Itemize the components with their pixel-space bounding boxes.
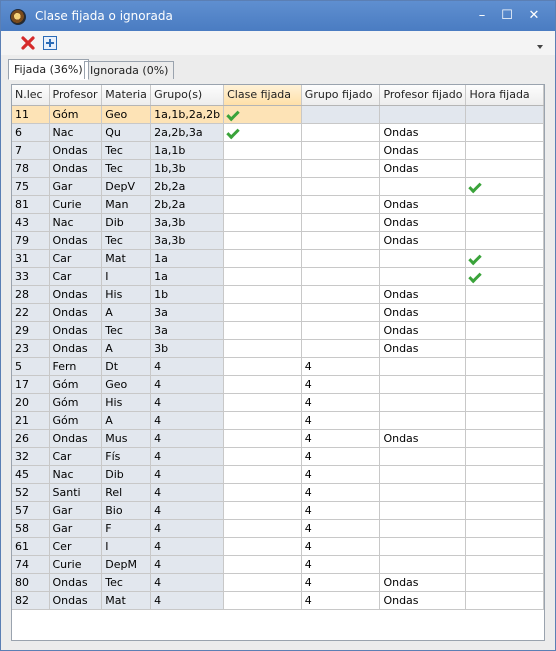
cell-grupo-fijado[interactable] xyxy=(301,105,380,123)
cell-profesor[interactable]: Góm xyxy=(49,105,102,123)
cell-hora-fijada[interactable] xyxy=(466,123,544,141)
cell-profesor[interactable]: Curie xyxy=(49,555,102,573)
cell-nlec[interactable]: 26 xyxy=(12,429,49,447)
cell-grupos[interactable]: 4 xyxy=(151,429,224,447)
column-header-profesor-fijado[interactable]: Profesor fijado xyxy=(380,85,466,105)
cell-grupo-fijado[interactable]: 4 xyxy=(301,573,380,591)
cell-clase-fijada[interactable] xyxy=(224,483,302,501)
cell-clase-fijada[interactable] xyxy=(224,339,302,357)
cell-profesor[interactable]: Car xyxy=(49,249,102,267)
cell-grupo-fijado[interactable] xyxy=(301,213,380,231)
table-row[interactable] xyxy=(12,357,544,375)
table-row[interactable] xyxy=(12,393,544,411)
table-row[interactable] xyxy=(12,195,544,213)
cell-materia[interactable]: Rel xyxy=(102,483,151,501)
cell-nlec[interactable]: 79 xyxy=(12,231,49,249)
cell-nlec[interactable]: 61 xyxy=(12,537,49,555)
cell-clase-fijada[interactable] xyxy=(224,285,302,303)
cell-materia[interactable]: I xyxy=(102,267,151,285)
table-row[interactable] xyxy=(12,591,544,609)
cell-profesor-fijado[interactable]: Ondas xyxy=(380,303,466,321)
cell-grupo-fijado[interactable]: 4 xyxy=(301,483,380,501)
cell-clase-fijada[interactable] xyxy=(224,447,302,465)
cell-nlec[interactable]: 33 xyxy=(12,267,49,285)
cell-clase-fijada[interactable] xyxy=(224,177,302,195)
cell-nlec[interactable]: 28 xyxy=(12,285,49,303)
cell-nlec[interactable]: 81 xyxy=(12,195,49,213)
cell-grupo-fijado[interactable] xyxy=(301,267,380,285)
cell-grupos[interactable]: 4 xyxy=(151,591,224,609)
close-icon[interactable]: ✕ xyxy=(528,8,540,23)
cell-nlec[interactable]: 75 xyxy=(12,177,49,195)
grid-header xyxy=(12,85,544,105)
cell-profesor-fijado[interactable]: Ondas xyxy=(380,429,466,447)
cell-clase-fijada[interactable] xyxy=(224,195,302,213)
table-row[interactable] xyxy=(12,177,544,195)
clock-app-icon[interactable] xyxy=(10,9,26,25)
cell-materia[interactable]: Bio xyxy=(102,501,151,519)
cell-profesor-fijado[interactable]: Ondas xyxy=(380,213,466,231)
cell-profesor-fijado[interactable] xyxy=(380,357,466,375)
table-row[interactable] xyxy=(12,465,544,483)
cell-hora-fijada[interactable] xyxy=(466,141,544,159)
cell-profesor[interactable]: Góm xyxy=(49,393,102,411)
table-row[interactable] xyxy=(12,285,544,303)
cell-clase-fijada[interactable] xyxy=(224,411,302,429)
cell-profesor-fijado[interactable]: Ondas xyxy=(380,573,466,591)
cell-materia[interactable]: Man xyxy=(102,195,151,213)
table-row[interactable] xyxy=(12,105,544,123)
cell-grupos[interactable]: 2b,2a xyxy=(151,195,224,213)
tab-strip xyxy=(1,57,555,81)
cell-grupos[interactable]: 4 xyxy=(151,411,224,429)
cell-profesor-fijado[interactable]: Ondas xyxy=(380,591,466,609)
column-header-grupos[interactable]: Grupo(s) xyxy=(151,85,224,105)
cell-nlec[interactable]: 23 xyxy=(12,339,49,357)
cell-materia[interactable]: Geo xyxy=(102,375,151,393)
cell-materia[interactable]: Geo xyxy=(102,105,151,123)
window-title: Clase fijada o ignorada xyxy=(35,9,173,23)
cell-grupo-fijado[interactable]: 4 xyxy=(301,411,380,429)
cell-profesor[interactable]: Car xyxy=(49,267,102,285)
cell-materia[interactable]: A xyxy=(102,411,151,429)
cell-grupo-fijado[interactable] xyxy=(301,159,380,177)
cell-profesor-fijado[interactable]: Ondas xyxy=(380,339,466,357)
cell-hora-fijada[interactable] xyxy=(466,501,544,519)
cell-profesor[interactable]: Góm xyxy=(49,375,102,393)
check-icon xyxy=(469,269,482,282)
cell-clase-fijada[interactable] xyxy=(224,537,302,555)
cell-materia[interactable]: Dib xyxy=(102,213,151,231)
cell-nlec[interactable]: 5 xyxy=(12,357,49,375)
cell-materia[interactable]: Mat xyxy=(102,249,151,267)
cell-materia[interactable]: Dib xyxy=(102,465,151,483)
cell-grupo-fijado[interactable]: 4 xyxy=(301,357,380,375)
cell-grupos[interactable]: 3b xyxy=(151,339,224,357)
cell-profesor[interactable]: Ondas xyxy=(49,591,102,609)
cell-materia[interactable]: Mat xyxy=(102,591,151,609)
cell-grupos[interactable]: 2a,2b,3a xyxy=(151,123,224,141)
cell-grupos[interactable]: 1b xyxy=(151,285,224,303)
cell-profesor[interactable]: Ondas xyxy=(49,339,102,357)
cell-clase-fijada[interactable] xyxy=(224,591,302,609)
cell-hora-fijada[interactable] xyxy=(466,249,544,267)
cell-clase-fijada[interactable] xyxy=(224,555,302,573)
table-row[interactable] xyxy=(12,141,544,159)
cell-nlec[interactable]: 7 xyxy=(12,141,49,159)
cell-grupos[interactable]: 4 xyxy=(151,555,224,573)
cell-grupo-fijado[interactable]: 4 xyxy=(301,465,380,483)
cell-clase-fijada[interactable] xyxy=(224,573,302,591)
table-row[interactable] xyxy=(12,249,544,267)
cell-clase-fijada[interactable] xyxy=(224,429,302,447)
cell-clase-fijada[interactable] xyxy=(224,357,302,375)
cell-clase-fijada[interactable] xyxy=(224,213,302,231)
cell-grupo-fijado[interactable] xyxy=(301,321,380,339)
column-header-clase-fijada[interactable]: Clase fijada xyxy=(224,85,302,105)
cell-materia[interactable]: His xyxy=(102,393,151,411)
cell-grupos[interactable]: 2b,2a xyxy=(151,177,224,195)
cell-grupos[interactable]: 4 xyxy=(151,483,224,501)
red-x-icon[interactable] xyxy=(20,35,36,51)
cell-hora-fijada[interactable] xyxy=(466,285,544,303)
cell-grupos[interactable]: 4 xyxy=(151,537,224,555)
cell-hora-fijada[interactable] xyxy=(466,303,544,321)
table-row[interactable] xyxy=(12,339,544,357)
add-grid-icon[interactable] xyxy=(43,36,57,50)
cell-hora-fijada[interactable] xyxy=(466,159,544,177)
cell-profesor-fijado[interactable]: Ondas xyxy=(380,141,466,159)
table-row[interactable] xyxy=(12,375,544,393)
cell-clase-fijada[interactable] xyxy=(224,267,302,285)
title-bar[interactable] xyxy=(1,1,555,31)
cell-grupo-fijado[interactable] xyxy=(301,303,380,321)
cell-grupos[interactable]: 1a,1b,2a,2b xyxy=(151,105,224,123)
check-icon xyxy=(469,179,482,192)
cell-clase-fijada[interactable] xyxy=(224,519,302,537)
cell-materia[interactable]: Tec xyxy=(102,159,151,177)
table-row[interactable] xyxy=(12,303,544,321)
cell-grupo-fijado[interactable]: 4 xyxy=(301,519,380,537)
cell-profesor[interactable]: Cer xyxy=(49,537,102,555)
cell-grupos[interactable]: 3a xyxy=(151,321,224,339)
cell-grupos[interactable]: 1a xyxy=(151,249,224,267)
cell-profesor[interactable]: Ondas xyxy=(49,429,102,447)
tab-ignorada[interactable]: Ignorada (0%) xyxy=(84,61,174,79)
cell-hora-fijada[interactable] xyxy=(466,573,544,591)
table-row[interactable] xyxy=(12,555,544,573)
cell-profesor[interactable]: Ondas xyxy=(49,303,102,321)
cell-grupo-fijado[interactable] xyxy=(301,285,380,303)
table-row[interactable] xyxy=(12,519,544,537)
table-row[interactable] xyxy=(12,573,544,591)
cell-grupo-fijado[interactable] xyxy=(301,231,380,249)
cell-profesor[interactable]: Santi xyxy=(49,483,102,501)
cell-grupos[interactable]: 4 xyxy=(151,393,224,411)
cell-profesor-fijado[interactable] xyxy=(380,267,466,285)
cell-profesor[interactable]: Curie xyxy=(49,195,102,213)
cell-nlec[interactable]: 74 xyxy=(12,555,49,573)
cell-hora-fijada[interactable] xyxy=(466,375,544,393)
cell-clase-fijada[interactable] xyxy=(224,123,302,141)
cell-hora-fijada[interactable] xyxy=(466,465,544,483)
cell-grupos[interactable]: 4 xyxy=(151,573,224,591)
cell-grupos[interactable]: 1a xyxy=(151,267,224,285)
cell-clase-fijada[interactable] xyxy=(224,465,302,483)
cell-grupo-fijado[interactable]: 4 xyxy=(301,555,380,573)
cell-grupos[interactable]: 1a,1b xyxy=(151,141,224,159)
cell-clase-fijada[interactable] xyxy=(224,321,302,339)
cell-grupos[interactable]: 3a xyxy=(151,303,224,321)
cell-grupos[interactable]: 3a,3b xyxy=(151,231,224,249)
table-row[interactable] xyxy=(12,501,544,519)
cell-nlec[interactable]: 43 xyxy=(12,213,49,231)
cell-materia[interactable]: Tec xyxy=(102,141,151,159)
cell-clase-fijada[interactable] xyxy=(224,105,302,123)
cell-nlec[interactable]: 82 xyxy=(12,591,49,609)
maximize-icon[interactable]: ☐ xyxy=(501,8,513,23)
cell-materia[interactable]: A xyxy=(102,303,151,321)
cell-profesor[interactable]: Gar xyxy=(49,501,102,519)
cell-profesor[interactable]: Car xyxy=(49,447,102,465)
cell-profesor[interactable]: Ondas xyxy=(49,573,102,591)
cell-hora-fijada[interactable] xyxy=(466,393,544,411)
table-row[interactable] xyxy=(12,411,544,429)
cell-clase-fijada[interactable] xyxy=(224,303,302,321)
cell-grupos[interactable]: 3a,3b xyxy=(151,213,224,231)
cell-profesor[interactable]: Nac xyxy=(49,465,102,483)
minimize-icon[interactable]: – xyxy=(478,8,486,23)
cell-clase-fijada[interactable] xyxy=(224,141,302,159)
cell-grupos[interactable]: 4 xyxy=(151,501,224,519)
cell-materia[interactable]: I xyxy=(102,537,151,555)
cell-profesor-fijado[interactable]: Ondas xyxy=(380,231,466,249)
cell-nlec[interactable]: 22 xyxy=(12,303,49,321)
cell-materia[interactable]: Dt xyxy=(102,357,151,375)
cell-hora-fijada[interactable] xyxy=(466,267,544,285)
cell-hora-fijada[interactable] xyxy=(466,555,544,573)
cell-profesor[interactable]: Fern xyxy=(49,357,102,375)
cell-materia[interactable]: Tec xyxy=(102,231,151,249)
cell-grupos[interactable]: 4 xyxy=(151,519,224,537)
cell-nlec[interactable]: 21 xyxy=(12,411,49,429)
cell-profesor-fijado[interactable] xyxy=(380,411,466,429)
cell-hora-fijada[interactable] xyxy=(466,321,544,339)
cell-clase-fijada[interactable] xyxy=(224,393,302,411)
cell-profesor[interactable]: Nac xyxy=(49,213,102,231)
cell-grupo-fijado[interactable]: 4 xyxy=(301,537,380,555)
cell-profesor[interactable]: Ondas xyxy=(49,141,102,159)
cell-clase-fijada[interactable] xyxy=(224,231,302,249)
cell-materia[interactable]: Mus xyxy=(102,429,151,447)
cell-grupo-fijado[interactable] xyxy=(301,177,380,195)
cell-profesor-fijado[interactable]: Ondas xyxy=(380,159,466,177)
cell-profesor-fijado[interactable] xyxy=(380,177,466,195)
table-row[interactable] xyxy=(12,537,544,555)
cell-clase-fijada[interactable] xyxy=(224,249,302,267)
cell-profesor[interactable]: Ondas xyxy=(49,231,102,249)
table-row[interactable] xyxy=(12,321,544,339)
cell-hora-fijada[interactable] xyxy=(466,339,544,357)
table-row[interactable] xyxy=(12,429,544,447)
cell-profesor-fijado[interactable]: Ondas xyxy=(380,123,466,141)
column-header-profesor[interactable]: Profesor xyxy=(49,85,102,105)
column-header-hora-fijada[interactable]: Hora fijada xyxy=(466,85,544,105)
cell-grupos[interactable]: 4 xyxy=(151,375,224,393)
cell-profesor[interactable]: Góm xyxy=(49,411,102,429)
cell-hora-fijada[interactable] xyxy=(466,357,544,375)
cell-hora-fijada[interactable] xyxy=(466,483,544,501)
cell-hora-fijada[interactable] xyxy=(466,519,544,537)
cell-nlec[interactable]: 58 xyxy=(12,519,49,537)
chevron-down-icon[interactable] xyxy=(537,45,543,49)
cell-grupo-fijado[interactable]: 4 xyxy=(301,429,380,447)
cell-profesor-fijado[interactable] xyxy=(380,249,466,267)
cell-profesor[interactable]: Ondas xyxy=(49,285,102,303)
column-header-materia[interactable]: Materia xyxy=(102,85,151,105)
table-row[interactable] xyxy=(12,267,544,285)
cell-profesor-fijado[interactable] xyxy=(380,555,466,573)
cell-materia[interactable]: Qu xyxy=(102,123,151,141)
cell-nlec[interactable]: 20 xyxy=(12,393,49,411)
cell-profesor[interactable]: Ondas xyxy=(49,321,102,339)
cell-hora-fijada[interactable] xyxy=(466,177,544,195)
cell-hora-fijada[interactable] xyxy=(466,447,544,465)
cell-profesor-fijado[interactable] xyxy=(380,537,466,555)
cell-materia[interactable]: Tec xyxy=(102,321,151,339)
cell-profesor-fijado[interactable] xyxy=(380,465,466,483)
cell-clase-fijada[interactable] xyxy=(224,375,302,393)
cell-clase-fijada[interactable] xyxy=(224,159,302,177)
check-icon xyxy=(469,251,482,264)
table-row[interactable] xyxy=(12,483,544,501)
cell-nlec[interactable]: 29 xyxy=(12,321,49,339)
cell-nlec[interactable]: 11 xyxy=(12,105,49,123)
cell-grupos[interactable]: 1b,3b xyxy=(151,159,224,177)
cell-materia[interactable]: DepV xyxy=(102,177,151,195)
cell-hora-fijada[interactable] xyxy=(466,591,544,609)
cell-hora-fijada[interactable] xyxy=(466,195,544,213)
cell-hora-fijada[interactable] xyxy=(466,429,544,447)
cell-profesor[interactable]: Gar xyxy=(49,177,102,195)
cell-profesor-fijado[interactable]: Ondas xyxy=(380,285,466,303)
cell-materia[interactable]: Fís xyxy=(102,447,151,465)
cell-profesor[interactable]: Ondas xyxy=(49,159,102,177)
cell-profesor[interactable]: Gar xyxy=(49,519,102,537)
cell-profesor-fijado[interactable] xyxy=(380,501,466,519)
cell-profesor-fijado[interactable] xyxy=(380,519,466,537)
table-row[interactable] xyxy=(12,447,544,465)
cell-hora-fijada[interactable] xyxy=(466,537,544,555)
cell-hora-fijada[interactable] xyxy=(466,231,544,249)
cell-nlec[interactable]: 32 xyxy=(12,447,49,465)
cell-nlec[interactable]: 6 xyxy=(12,123,49,141)
cell-hora-fijada[interactable] xyxy=(466,213,544,231)
cell-materia[interactable]: A xyxy=(102,339,151,357)
cell-grupo-fijado[interactable]: 4 xyxy=(301,591,380,609)
cell-grupo-fijado[interactable]: 4 xyxy=(301,393,380,411)
cell-profesor-fijado[interactable] xyxy=(380,483,466,501)
cell-grupo-fijado[interactable]: 4 xyxy=(301,501,380,519)
grid-body xyxy=(12,105,544,609)
cell-profesor-fijado[interactable] xyxy=(380,447,466,465)
cell-profesor-fijado[interactable] xyxy=(380,393,466,411)
check-icon xyxy=(226,125,239,138)
cell-grupos[interactable]: 4 xyxy=(151,357,224,375)
cell-profesor-fijado[interactable]: Ondas xyxy=(380,321,466,339)
cell-nlec[interactable]: 52 xyxy=(12,483,49,501)
cell-nlec[interactable]: 45 xyxy=(12,465,49,483)
cell-profesor-fijado[interactable]: Ondas xyxy=(380,195,466,213)
cell-grupo-fijado[interactable]: 4 xyxy=(301,375,380,393)
cell-nlec[interactable]: 17 xyxy=(12,375,49,393)
column-header-grupo-fijado[interactable]: Grupo fijado xyxy=(301,85,380,105)
cell-grupos[interactable]: 4 xyxy=(151,447,224,465)
cell-materia[interactable]: His xyxy=(102,285,151,303)
grid-frame xyxy=(11,84,545,641)
cell-hora-fijada[interactable] xyxy=(466,105,544,123)
cell-grupo-fijado[interactable] xyxy=(301,339,380,357)
cell-profesor-fijado[interactable] xyxy=(380,105,466,123)
cell-grupo-fijado[interactable]: 4 xyxy=(301,447,380,465)
check-icon xyxy=(226,107,239,120)
cell-grupos[interactable]: 4 xyxy=(151,465,224,483)
cell-nlec[interactable]: 78 xyxy=(12,159,49,177)
cell-materia[interactable]: F xyxy=(102,519,151,537)
cell-nlec[interactable]: 57 xyxy=(12,501,49,519)
cell-profesor[interactable]: Nac xyxy=(49,123,102,141)
cell-grupo-fijado[interactable] xyxy=(301,123,380,141)
cell-grupo-fijado[interactable] xyxy=(301,141,380,159)
cell-nlec[interactable]: 80 xyxy=(12,573,49,591)
table-row[interactable] xyxy=(12,123,544,141)
cell-grupo-fijado[interactable] xyxy=(301,195,380,213)
column-header-nlec[interactable]: N.lec xyxy=(12,85,49,105)
cell-nlec[interactable]: 31 xyxy=(12,249,49,267)
toolbar xyxy=(1,31,555,55)
cell-clase-fijada[interactable] xyxy=(224,501,302,519)
fixed-classes-grid xyxy=(12,85,544,610)
table-row[interactable] xyxy=(12,213,544,231)
table-row[interactable] xyxy=(12,159,544,177)
cell-materia[interactable]: DepM xyxy=(102,555,151,573)
table-row[interactable] xyxy=(12,231,544,249)
cell-profesor-fijado[interactable] xyxy=(380,375,466,393)
cell-hora-fijada[interactable] xyxy=(466,411,544,429)
cell-grupo-fijado[interactable] xyxy=(301,249,380,267)
cell-materia[interactable]: Tec xyxy=(102,573,151,591)
tab-fijada[interactable]: Fijada (36%) xyxy=(8,59,89,80)
